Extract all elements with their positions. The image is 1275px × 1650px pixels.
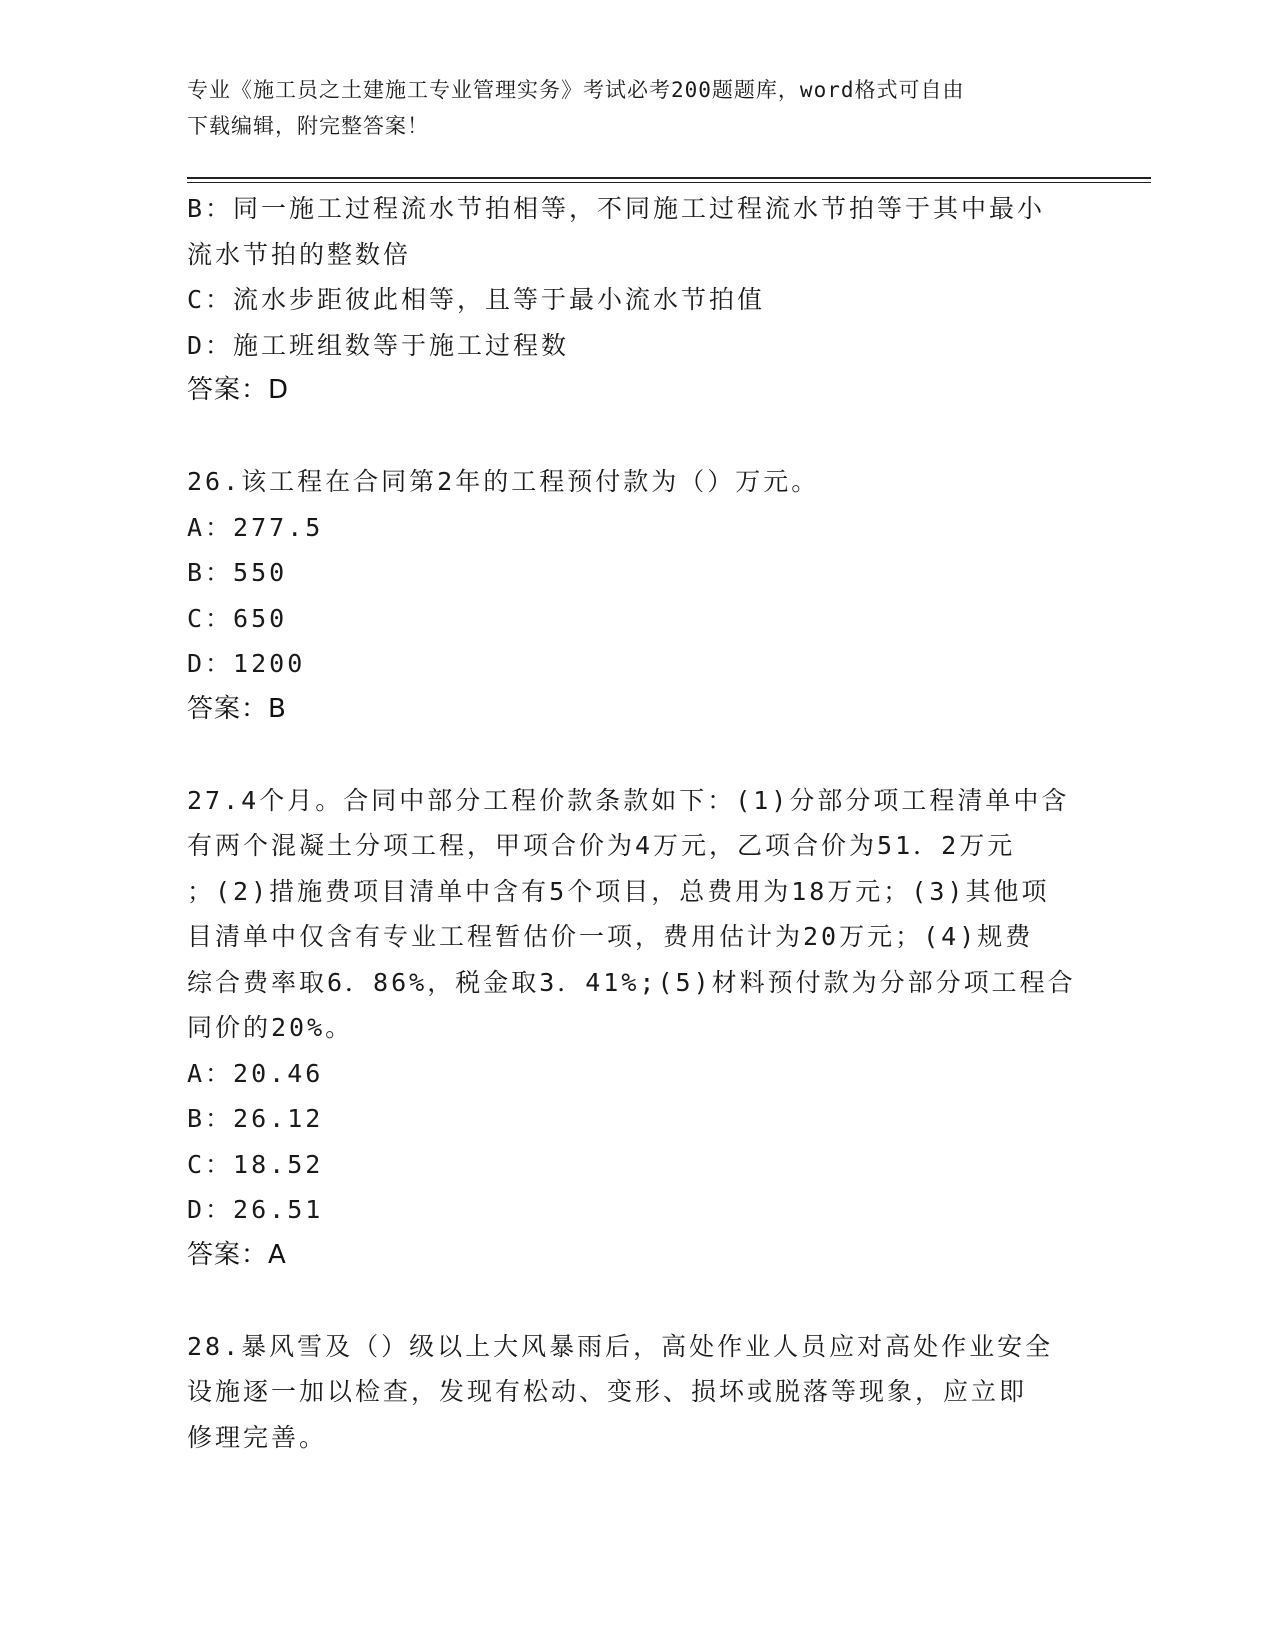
option-a: A：20.46 <box>187 1058 324 1088</box>
question-27 <box>187 778 1087 1279</box>
option-c: C：流水步距彼此相等，且等于最小流水节拍值 <box>187 285 766 314</box>
question-stem-line-4: 目清单中仅含有专业工程暂估价一项，费用估计为20万元；(4)规费 <box>187 922 1034 951</box>
spacer <box>187 732 1087 778</box>
question-stem-line-1: 28.暴风雪及（）级以上大风暴雨后，高处作业人员应对高处作业安全 <box>187 1331 1054 1361</box>
question-stem-line-3: ；(2)措施费项目清单中含有5个项目，总费用为18万元；(3)其他项 <box>187 876 1050 906</box>
question-stem-line-6: 同价的20%。 <box>187 1013 354 1042</box>
question-stem-line-5: 综合费率取6．86%，税金取3．41%;(5)材料预付款为分部分项工程合 <box>187 967 1076 997</box>
header-rule-thick <box>187 177 1151 179</box>
answer-label: 答案：B <box>187 693 287 724</box>
document-body <box>187 186 1087 1460</box>
header-line-2: 下载编辑，附完整答案！ <box>187 114 429 138</box>
header-rule-thin <box>187 182 1151 183</box>
option-a: A：277.5 <box>187 512 324 542</box>
option-b: B：550 <box>187 558 288 587</box>
answer-label: 答案：D <box>187 375 290 405</box>
answer-label: 答案：A <box>187 1239 287 1270</box>
option-c: C：18.52 <box>187 1149 324 1179</box>
question-26 <box>187 459 1087 732</box>
question-25-continued <box>187 186 1087 414</box>
option-b-continued: 流水节拍的整数倍 <box>187 239 412 269</box>
option-d: D：1200 <box>187 649 306 678</box>
option-b: B：同一施工过程流水节拍相等，不同施工过程流水节拍等于其中最小 <box>187 194 1046 223</box>
option-d: D：26.51 <box>187 1195 324 1224</box>
question-stem: 26.该工程在合同第2年的工程预付款为（）万元。 <box>187 467 820 496</box>
option-b: B：26.12 <box>187 1104 324 1133</box>
option-c: C：650 <box>187 603 288 633</box>
spacer <box>187 1278 1087 1324</box>
document-header <box>187 72 1067 144</box>
option-d: D：施工班组数等于施工过程数 <box>187 330 570 360</box>
question-28 <box>187 1324 1087 1461</box>
question-stem-line-2: 设施逐一加以检查，发现有松动、变形、损坏或脱落等现象，应立即 <box>187 1377 1028 1406</box>
question-stem-line-3: 修理完善。 <box>187 1422 328 1452</box>
question-stem-line-2: 有两个混凝土分项工程，甲项合价为4万元，乙项合价为51．2万元 <box>187 831 1016 860</box>
spacer <box>187 414 1087 460</box>
header-line-1: 专业《施工员之土建施工专业管理实务》考试必考200题题库，word格式可自由 <box>187 78 965 102</box>
question-stem-line-1: 27.4个月。合同中部分工程价款条款如下：(1)分部分项工程清单中含 <box>187 785 1070 815</box>
